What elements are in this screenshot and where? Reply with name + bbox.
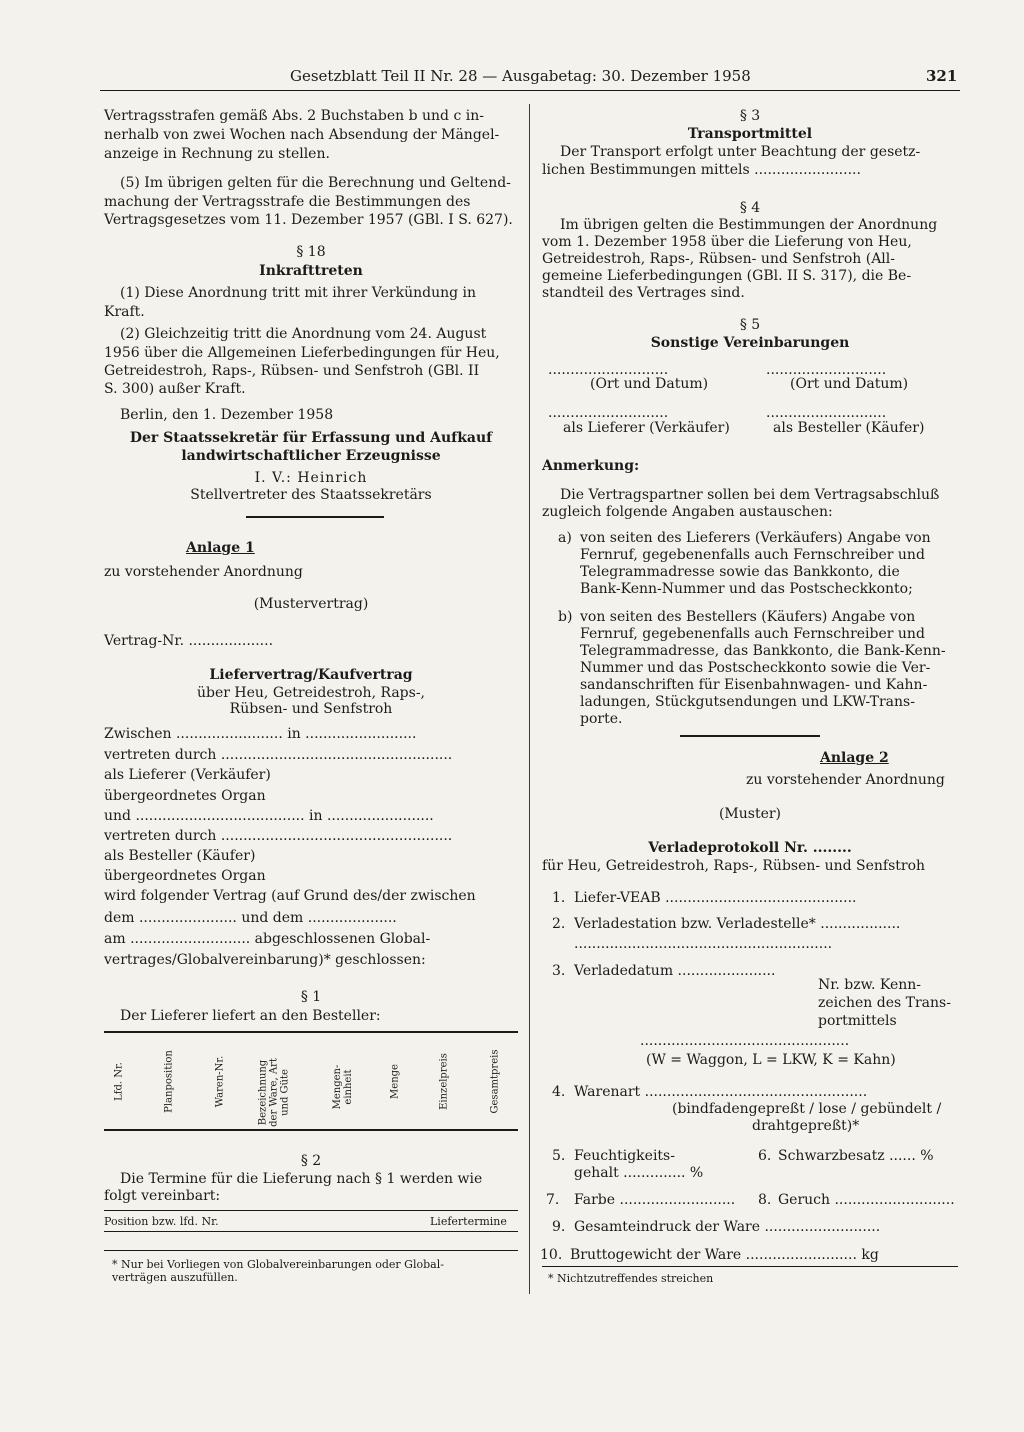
body-line: Telegrammadresse sowie das Bankkonto, die — [580, 564, 900, 580]
table-header-gesamtpreis: Gesamtpreis — [489, 1049, 501, 1114]
section-number: § 2 — [300, 1153, 322, 1169]
signer-title: Der Staatssekretär für Erfassung und Aufkauf — [129, 430, 493, 446]
body-line: zugleich folgende Angaben austauschen: — [542, 504, 833, 520]
item-bruttogewicht: Bruttogewicht der Ware ......................... kg — [570, 1247, 879, 1263]
protokoll-title: Verladeprotokoll Nr. ........ — [648, 840, 852, 856]
form-line: Zwischen ........................ in ......................... — [104, 726, 417, 742]
terms-top-rule — [104, 1210, 518, 1211]
body-line: Getreidestroh, Raps-, Rübsen- und Senfstroh (GBl. II — [104, 363, 480, 379]
table-header-mengeneinheit: Mengen-einheit — [332, 1064, 354, 1110]
form-line: wird folgender Vertrag (auf Grund des/der zwischen — [104, 888, 476, 904]
section-number: § 1 — [300, 989, 322, 1005]
item-kennzeichen: portmittels — [818, 1013, 897, 1029]
form-line: dem ...................... und dem .................... — [104, 910, 397, 926]
body-line: Fernruf, gegebenenfalls auch Fernschreiber und — [580, 626, 925, 642]
section-title: Inkrafttreten — [259, 263, 363, 279]
body-line: Fernruf, gegebenenfalls auch Fernschreiber und — [580, 547, 925, 563]
section-rule — [246, 516, 384, 518]
item-number: 1. — [552, 890, 566, 906]
signer-title: landwirtschaftlicher Erzeugnisse — [181, 448, 441, 464]
body-line: Kraft. — [104, 304, 145, 320]
form-line: vertreten durch .................................................... — [104, 828, 453, 844]
section-text: folgt vereinbart: — [104, 1188, 221, 1204]
vertrag-number-field: Vertrag-Nr. ................... — [104, 633, 274, 649]
item-liefer-veab: Liefer-VEAB ........................................... — [574, 890, 857, 906]
body-line: von seiten des Lieferers (Verkäufers) Angabe von — [580, 530, 931, 546]
item-verladestation: Verladestation bzw. Verladestelle* .................. — [574, 916, 901, 932]
body-line: S. 300) außer Kraft. — [104, 381, 246, 397]
body-line: vom 1. Dezember 1958 über die Lieferung von Heu, — [542, 234, 912, 250]
body-line: Nummer und das Postscheckkonto sowie die Ver- — [580, 660, 931, 676]
table-header-lfd-nr: Lfd. Nr. — [113, 1062, 125, 1101]
footnote: verträgen auszufüllen. — [112, 1271, 238, 1284]
item-verladedatum: Verladedatum ...................... — [574, 963, 776, 979]
header-rule — [100, 90, 960, 91]
item-transport-dots: ............................................... — [640, 1033, 850, 1049]
item-number: 10. — [540, 1247, 563, 1263]
body-line: Vertragsgesetzes vom 11. Dezember 1957 (GBl. I S. 627). — [104, 212, 513, 228]
section-number: § 3 — [739, 108, 761, 124]
table-header-waren-nr: Waren-Nr. — [214, 1055, 226, 1108]
body-line: ladungen, Stückgutsendungen und LKW-Trans- — [580, 694, 915, 710]
besteller-signature-label: als Besteller (Käufer) — [773, 420, 925, 436]
terms-header-rule — [104, 1231, 518, 1232]
ort-datum-label: (Ort und Datum) — [790, 376, 909, 392]
item-transport-key: (W = Waggon, L = LKW, K = Kahn) — [646, 1052, 896, 1068]
body-line: nerhalb von zwei Wochen nach Absendung der Mängel- — [104, 127, 500, 143]
form-line: vertreten durch .................................................... — [104, 747, 453, 763]
body-line: Vertragsstrafen gemäß Abs. 2 Buchstaben b und c in- — [104, 108, 484, 124]
body-line: Im übrigen gelten die Bestimmungen der Anordnung — [560, 217, 938, 233]
note-label: b) — [558, 609, 573, 625]
form-line: und ...................................... in ........................ — [104, 808, 434, 824]
item-number: 7. — [546, 1192, 560, 1208]
form-line: übergeordnetes Organ — [104, 788, 266, 804]
item-feuchtigkeit: gehalt .............. % — [574, 1165, 704, 1181]
terms-col-liefertermine: Liefertermine — [430, 1215, 507, 1228]
contract-title: Liefervertrag/Kaufvertrag — [209, 667, 413, 683]
section-text: Die Termine für die Lieferung nach § 1 werden wie — [120, 1171, 483, 1187]
body-line: Die Vertragspartner sollen bei dem Vertragsabschluß — [560, 487, 940, 503]
lieferer-signature-label: als Lieferer (Verkäufer) — [563, 420, 730, 436]
muster2-label: (Muster) — [718, 806, 782, 822]
signature-dots: ........................... — [766, 405, 887, 421]
column-divider — [529, 104, 530, 1294]
anmerkung-title: Anmerkung: — [542, 458, 640, 474]
table-top-rule — [104, 1031, 518, 1033]
ort-datum-label: (Ort und Datum) — [590, 376, 709, 392]
section-text: Der Lieferer liefert an den Besteller: — [120, 1008, 381, 1024]
body-line: Der Transport erfolgt unter Beachtung der gesetz- — [560, 144, 921, 160]
form-line: übergeordnetes Organ — [104, 868, 266, 884]
item-kennzeichen: zeichen des Trans- — [818, 995, 951, 1011]
body-line: porte. — [580, 711, 623, 727]
contract-subtitle: über Heu, Getreidestroh, Raps-, — [197, 685, 425, 701]
protokoll-subtitle: für Heu, Getreidestroh, Raps-, Rübsen- und Senfstroh — [542, 858, 926, 874]
item-warenart: Warenart .................................................. — [574, 1084, 868, 1100]
footnote-rule — [104, 1250, 518, 1251]
section-title: Transportmittel — [687, 126, 813, 142]
form-line: vertrages/Globalvereinbarung)* geschlossen: — [104, 952, 426, 968]
section-title: Sonstige Vereinbarungen — [650, 335, 850, 351]
muster-label: (Mustervertrag) — [253, 596, 369, 612]
item-feuchtigkeit: Feuchtigkeits- — [574, 1148, 675, 1164]
section-number: § 4 — [739, 200, 761, 216]
form-line: als Lieferer (Verkäufer) — [104, 767, 271, 783]
body-line: sandanschriften für Eisenbahnwagen- und Kahn- — [580, 677, 928, 693]
section-number: § 18 — [296, 244, 326, 260]
running-header: Gesetzblatt Teil II Nr. 28 — Ausgabetag: 30. Dezember 1958 — [290, 67, 751, 85]
anlage2-subtitle: zu vorstehender Anordnung — [746, 772, 945, 788]
form-line: am ........................... abgeschlossenen Global- — [104, 931, 431, 947]
body-line: Getreidestroh, Raps-, Rübsen- und Senfstroh (All- — [542, 251, 895, 267]
item-number: 6. — [758, 1148, 772, 1164]
body-line: standteil des Vertrages sind. — [542, 285, 745, 301]
body-line: anzeige in Rechnung zu stellen. — [104, 146, 330, 162]
date-line: Berlin, den 1. Dezember 1958 — [120, 407, 334, 423]
body-line: lichen Bestimmungen mittels ........................ — [542, 162, 861, 178]
signature-dots: ........................... — [548, 362, 669, 378]
body-line: (2) Gleichzeitig tritt die Anordnung vom 24. August — [120, 326, 487, 342]
item-verladestation-cont: .......................................................... — [574, 936, 833, 952]
item-kennzeichen: Nr. bzw. Kenn- — [818, 977, 921, 993]
anlage-title: Anlage 1 — [186, 540, 255, 556]
signature-dots: ........................... — [548, 405, 669, 421]
signer-name: I. V.: Heinrich — [254, 470, 368, 486]
body-line: (5) Im übrigen gelten für die Berechnung und Geltend- — [120, 175, 511, 191]
body-line: 1956 über die Allgemeinen Lieferbedingungen für Heu, — [104, 345, 500, 361]
section-rule — [680, 735, 820, 737]
item-warenart-options: drahtgepreßt)* — [752, 1118, 860, 1134]
form-line: als Besteller (Käufer) — [104, 848, 256, 864]
item-gesamteindruck: Gesamteindruck der Ware .......................... — [574, 1219, 881, 1235]
table-bottom-rule — [104, 1129, 518, 1131]
item-number: 2. — [552, 916, 566, 932]
signature-dots: ........................... — [766, 362, 887, 378]
anlage-subtitle: zu vorstehender Anordnung — [104, 564, 303, 580]
signer-role: Stellvertreter des Staatssekretärs — [190, 487, 432, 503]
item-geruch: Geruch ........................... — [778, 1192, 955, 1208]
table-header-menge: Menge — [389, 1064, 401, 1099]
item-number: 3. — [552, 963, 566, 979]
anlage2-title: Anlage 2 — [820, 750, 889, 766]
item-number: 9. — [552, 1219, 566, 1235]
body-line: Bank-Kenn-Nummer und das Postscheckkonto; — [580, 581, 913, 597]
item-schwarzbesatz: Schwarzbesatz ...... % — [778, 1148, 934, 1164]
item-number: 5. — [552, 1148, 566, 1164]
body-line: Telegrammadresse, das Bankkonto, die Bank-Kenn- — [580, 643, 946, 659]
body-line: machung der Vertragsstrafe die Bestimmungen des — [104, 194, 471, 210]
body-line: (1) Diese Anordnung tritt mit ihrer Verkündung in — [120, 285, 477, 301]
footnote-rule — [542, 1266, 958, 1267]
body-line: von seiten des Bestellers (Käufers) Angabe von — [580, 609, 916, 625]
terms-col-position: Position bzw. lfd. Nr. — [104, 1215, 219, 1228]
page-number: 321 — [926, 67, 958, 85]
footnote: * Nur bei Vorliegen von Globalvereinbarungen oder Global- — [112, 1258, 444, 1271]
item-number: 8. — [758, 1192, 772, 1208]
item-farbe: Farbe .......................... — [574, 1192, 736, 1208]
table-header-bezeichnung: Bezeichnung der Ware, Art und Güte — [257, 1058, 291, 1127]
section-number: § 5 — [739, 317, 761, 333]
table-header-planposition: Planposition — [163, 1050, 175, 1113]
item-warenart-options: (bindfadengepreßt / lose / gebündelt / — [672, 1101, 942, 1117]
body-line: gemeine Lieferbedingungen (GBl. II S. 317), die Be- — [542, 268, 912, 284]
item-number: 4. — [552, 1084, 566, 1100]
contract-subtitle: Rübsen- und Senfstroh — [229, 701, 393, 717]
table-header-einzelpreis: Einzelpreis — [438, 1053, 450, 1110]
note-label: a) — [558, 530, 572, 546]
footnote: * Nichtzutreffendes streichen — [548, 1272, 714, 1285]
